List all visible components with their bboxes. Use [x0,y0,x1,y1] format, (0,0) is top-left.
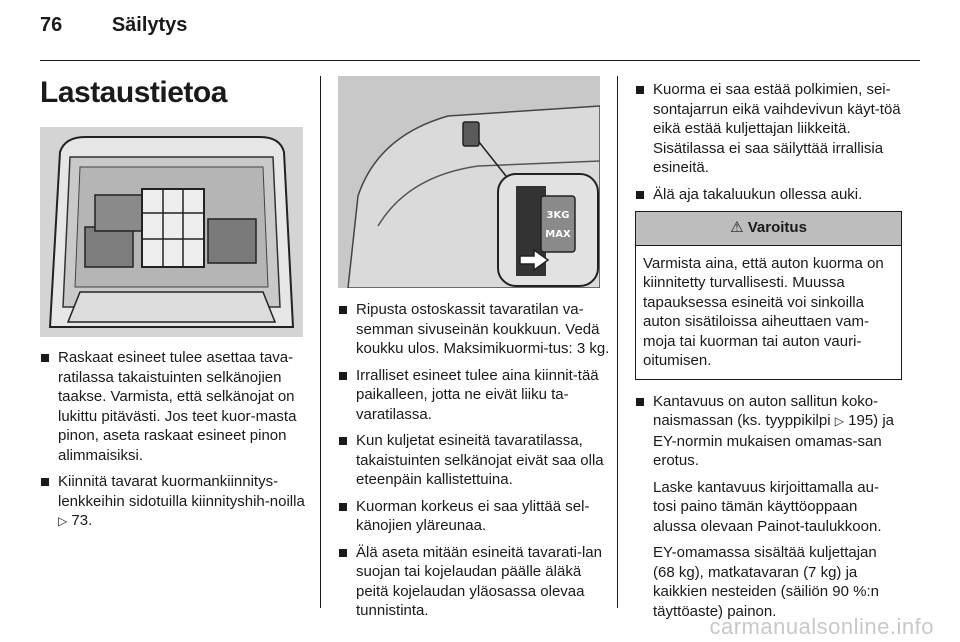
page-header [40,14,187,37]
column-1-text [40,348,308,539]
list-item: Irralliset esineet tulee aina kiinnit-tää paikalleen, jotta ne eivät liiku ta-varatilassa. [338,366,610,425]
page-reference: 73. [71,512,93,529]
warning-title: Varoitus [747,219,807,236]
column-divider-1 [320,76,321,608]
list-item: Kuorman korkeus ei saa ylittää sel-känojien yläreunaa. [338,497,610,536]
column-2-text [338,300,610,628]
page-reference-icon: ▷ [58,514,68,528]
hook-label-2: MAX [545,229,571,240]
header-rule [40,60,920,61]
list-item-text: Kiinnitä tavarat kuormankiinnitys-lenkkeihin sidotuilla kiinnityshih-noilla [58,473,305,510]
list-item: Ripusta ostoskassit tavaratilan va-semman sivuseinän koukkuun. Vedä koukku ulos. Maksimikuormi-tus: 3 kg. [338,300,610,359]
list-item: Kuorma ei saa estää polkimien, sei-sontajarrun eikä vaihdevivun käyt-töä eikä estää kuljettajan liikkeitä. Sisätilassa ei saa säilyttää irrallisia esineitä. [635,80,902,178]
list-item: Älä aseta mitään esineitä tavarati-lan suojan tai kojelaudan päälle äläkä peitä kojelaudan yläosassa olevaa tunnistinta. [338,543,610,621]
warning-heading [636,212,901,246]
watermark: carmanualsonline.info [709,614,934,639]
paragraph: Laske kantavuus kirjoittamalla au-tosi paino tämän käyttöoppaan alussa olevaan Painot-taulukkoon. [653,478,882,535]
page-reference: 195) [848,412,879,429]
page-title: Lastaustietoa [40,76,227,109]
trunk-cargo-drawing [40,127,303,337]
warning-box [635,211,902,380]
column-divider-2 [617,76,618,608]
hook-label-1: 3KG [546,210,570,221]
warning-icon: ⚠ [730,219,744,236]
list-item: Raskaat esineet tulee asettaa tava-ratilassa takaistuinten selkänojien taakse. Varmista, että selkänojat on lukittu pitävästi. Jos teet kuor-masta pinon, aseta raskaat esineet pinon alimmaisiksi. [40,348,308,465]
list-item [635,392,902,471]
trunk-cargo-illustration [40,127,303,337]
bag-hook-illustration [338,76,600,288]
list-item-text-cont: ja EY-normin mukaisen omamas-san erotus. [653,412,895,469]
page-reference-icon: ▷ [834,414,844,428]
list-item: Älä aja takaluukun ollessa auki. [635,185,902,205]
page-number: 76 [40,14,63,36]
warning-text: Varmista aina, että auton kuorma on kiinnitetty turvallisesti. Muussa tapauksessa esineitä voi sinkoilla auton sisätiloissa aiheuttaen vam-moja tai kuorman tai auton vauri-oitumisen. [643,254,884,369]
list-item-text: Kantavuus on auton sallitun koko-naismassan (ks. tyyppikilpi [653,392,879,429]
list-item [40,472,308,532]
section-title: Säilytys [111,14,188,36]
list-item: Kun kuljetat esineitä tavaratilassa, takaistuinten selkänojat eivät saa olla eteenpäin kallistettuina. [338,431,610,490]
column-3-text [635,80,902,628]
paragraph: EY-omamassa sisältää kuljettajan (68 kg), matkatavaran (7 kg) ja kaikkien nesteiden (säiliön 90 %:n täyttöaste) painon. [653,544,879,620]
bag-hook-drawing [338,76,600,288]
